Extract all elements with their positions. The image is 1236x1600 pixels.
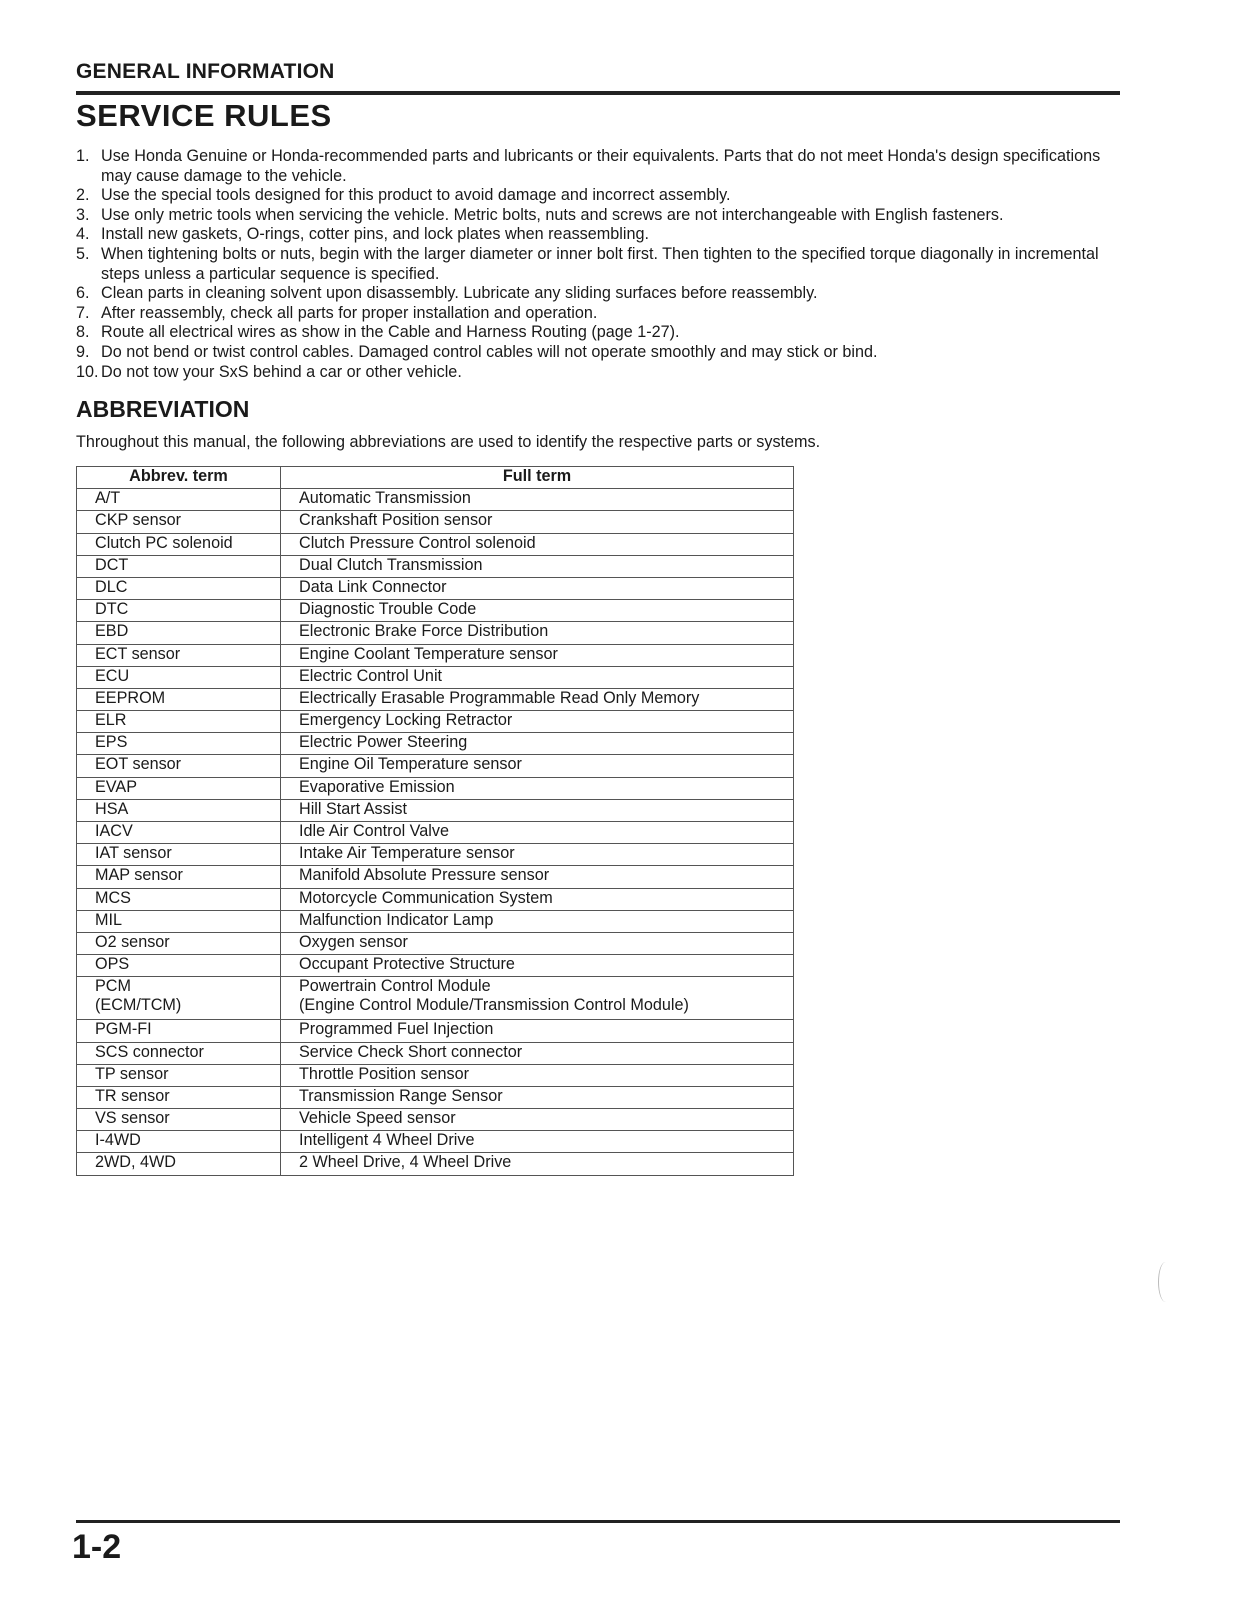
footer-rule — [76, 1520, 1120, 1523]
abbrev-cell: DTC — [77, 600, 281, 622]
abbrev-cell: IACV — [77, 822, 281, 844]
table-row — [77, 1109, 794, 1131]
service-rules-list — [76, 147, 1126, 382]
full-term-cell: Diagnostic Trouble Code — [281, 600, 794, 622]
rule-item — [76, 304, 1126, 324]
table-row — [77, 1064, 794, 1086]
rule-number: 9. — [76, 342, 90, 361]
abbrev-cell: SCS connector — [77, 1042, 281, 1064]
section-header: GENERAL INFORMATION — [76, 60, 335, 83]
table-row — [77, 1020, 794, 1042]
column-header-full-term: Full term — [281, 467, 794, 489]
abbrev-cell: VS sensor — [77, 1109, 281, 1131]
abbrev-cell: EEPROM — [77, 688, 281, 710]
rule-item — [76, 186, 1126, 206]
full-term-cell: Electrically Erasable Programmable Read Only Memory — [281, 688, 794, 710]
rule-number: 5. — [76, 244, 90, 263]
full-term-cell: Intelligent 4 Wheel Drive — [281, 1131, 794, 1153]
rule-number: 8. — [76, 323, 90, 342]
full-term-cell: Oxygen sensor — [281, 932, 794, 954]
abbreviation-table — [76, 466, 794, 1176]
rule-item — [76, 284, 1126, 304]
rule-text: Install new gaskets, O-rings, cotter pins, and lock plates when reassembling. — [101, 225, 649, 244]
table-row — [77, 755, 794, 777]
full-term-cell: Intake Air Temperature sensor — [281, 844, 794, 866]
table-row — [77, 822, 794, 844]
abbrev-cell: PGM-FI — [77, 1020, 281, 1042]
table-row — [77, 711, 794, 733]
rule-number: 3. — [76, 205, 90, 224]
abbrev-cell: EBD — [77, 622, 281, 644]
abbrev-cell: EOT sensor — [77, 755, 281, 777]
table-row — [77, 977, 794, 1020]
rule-number: 10. — [76, 362, 99, 381]
table-row — [77, 600, 794, 622]
table-row — [77, 733, 794, 755]
rule-number: 2. — [76, 186, 90, 205]
rule-text: Use the special tools designed for this product to avoid damage and incorrect assembly. — [101, 186, 731, 205]
full-term-cell: Powertrain Control Module (Engine Control Module/Transmission Control Module) — [281, 977, 794, 1020]
table-row — [77, 577, 794, 599]
table-row — [77, 910, 794, 932]
rule-number: 1. — [76, 147, 90, 165]
full-term-cell: Service Check Short connector — [281, 1042, 794, 1064]
table-row — [77, 888, 794, 910]
table-row — [77, 866, 794, 888]
table-row — [77, 777, 794, 799]
full-term-cell: Throttle Position sensor — [281, 1064, 794, 1086]
header-rule — [76, 91, 1120, 95]
table-row — [77, 511, 794, 533]
abbrev-cell: ELR — [77, 711, 281, 733]
full-term-cell: Evaporative Emission — [281, 777, 794, 799]
abbrev-cell: OPS — [77, 955, 281, 977]
rule-item — [76, 147, 1126, 186]
rule-number: 6. — [76, 284, 90, 303]
rule-item — [76, 363, 1126, 383]
abbrev-cell: Clutch PC solenoid — [77, 533, 281, 555]
full-term-cell: Vehicle Speed sensor — [281, 1109, 794, 1131]
rule-text: Do not bend or twist control cables. Damaged control cables will not operate smoothly and may stick or bind. — [101, 342, 878, 361]
table-row — [77, 555, 794, 577]
full-term-cell: Automatic Transmission — [281, 489, 794, 511]
abbrev-cell: MIL — [77, 910, 281, 932]
abbrev-cell: PCM (ECM/TCM) — [77, 977, 281, 1020]
full-term-cell: Manifold Absolute Pressure sensor — [281, 866, 794, 888]
rule-text: Use only metric tools when servicing the vehicle. Metric bolts, nuts and screws are not interchangeable with English fasteners. — [101, 205, 1004, 224]
table-row — [77, 644, 794, 666]
abbrev-cell: DLC — [77, 577, 281, 599]
abbrev-cell: ECT sensor — [77, 644, 281, 666]
table-row — [77, 955, 794, 977]
full-term-cell: 2 Wheel Drive, 4 Wheel Drive — [281, 1153, 794, 1175]
column-header-abbrev: Abbrev. term — [77, 467, 281, 489]
rule-text: Use Honda Genuine or Honda-recommended parts and lubricants or their equivalents. Parts that do not meet Honda's design specifications may cause damage to the vehicle. — [101, 147, 1101, 185]
full-term-cell: Motorcycle Communication System — [281, 888, 794, 910]
full-term-cell: Occupant Protective Structure — [281, 955, 794, 977]
full-term-cell: Emergency Locking Retractor — [281, 711, 794, 733]
rule-item — [76, 343, 1126, 363]
page-number: 1-2 — [72, 1528, 122, 1566]
table-row — [77, 1153, 794, 1175]
abbrev-cell: EPS — [77, 733, 281, 755]
full-term-cell: Electric Power Steering — [281, 733, 794, 755]
abbrev-cell: A/T — [77, 489, 281, 511]
table-row — [77, 844, 794, 866]
page-title: SERVICE RULES — [76, 98, 332, 133]
rule-item — [76, 225, 1126, 245]
rule-item — [76, 245, 1126, 284]
abbrev-cell: DCT — [77, 555, 281, 577]
abbrev-cell: IAT sensor — [77, 844, 281, 866]
table-row — [77, 489, 794, 511]
full-term-cell: Electric Control Unit — [281, 666, 794, 688]
table-row — [77, 1086, 794, 1108]
rule-text: Route all electrical wires as show in the Cable and Harness Routing (page 1-27). — [101, 323, 680, 342]
table-row — [77, 1131, 794, 1153]
abbrev-cell: TR sensor — [77, 1086, 281, 1108]
full-term-cell: Crankshaft Position sensor — [281, 511, 794, 533]
abbrev-cell: 2WD, 4WD — [77, 1153, 281, 1175]
table-row — [77, 622, 794, 644]
table-row — [77, 688, 794, 710]
stray-mark — [1158, 1262, 1173, 1302]
abbrev-cell: TP sensor — [77, 1064, 281, 1086]
full-term-cell: Electronic Brake Force Distribution — [281, 622, 794, 644]
rule-number: 4. — [76, 225, 90, 244]
abbrev-cell: O2 sensor — [77, 932, 281, 954]
abbreviation-title: ABBREVIATION — [76, 396, 250, 422]
rule-text: Clean parts in cleaning solvent upon disassembly. Lubricate any sliding surfaces before reassembly. — [101, 284, 818, 303]
table-row — [77, 932, 794, 954]
rule-item — [76, 323, 1126, 343]
full-term-cell: Clutch Pressure Control solenoid — [281, 533, 794, 555]
rule-number: 7. — [76, 303, 90, 322]
table-row — [77, 533, 794, 555]
abbrev-cell: MCS — [77, 888, 281, 910]
full-term-cell: Engine Oil Temperature sensor — [281, 755, 794, 777]
table-header-row — [77, 467, 794, 489]
table-row — [77, 1042, 794, 1064]
abbrev-cell: MAP sensor — [77, 866, 281, 888]
full-term-cell: Transmission Range Sensor — [281, 1086, 794, 1108]
full-term-cell: Programmed Fuel Injection — [281, 1020, 794, 1042]
abbrev-cell: ECU — [77, 666, 281, 688]
abbrev-cell: CKP sensor — [77, 511, 281, 533]
table-row — [77, 666, 794, 688]
table-row — [77, 799, 794, 821]
abbrev-cell: EVAP — [77, 777, 281, 799]
rule-item — [76, 206, 1126, 226]
rule-text: Do not tow your SxS behind a car or other vehicle. — [101, 362, 462, 381]
rule-text: When tightening bolts or nuts, begin with the larger diameter or inner bolt first. Then tighten to the specified torque diagonally in incremental steps unless a particular sequence is specified. — [101, 244, 1099, 283]
full-term-cell: Data Link Connector — [281, 577, 794, 599]
abbreviation-intro: Throughout this manual, the following abbreviations are used to identify the respective parts or systems. — [76, 433, 821, 451]
full-term-cell: Hill Start Assist — [281, 799, 794, 821]
rule-text: After reassembly, check all parts for proper installation and operation. — [101, 303, 598, 322]
abbrev-cell: I-4WD — [77, 1131, 281, 1153]
full-term-cell: Dual Clutch Transmission — [281, 555, 794, 577]
full-term-cell: Idle Air Control Valve — [281, 822, 794, 844]
abbrev-cell: HSA — [77, 799, 281, 821]
full-term-cell: Malfunction Indicator Lamp — [281, 910, 794, 932]
full-term-cell: Engine Coolant Temperature sensor — [281, 644, 794, 666]
